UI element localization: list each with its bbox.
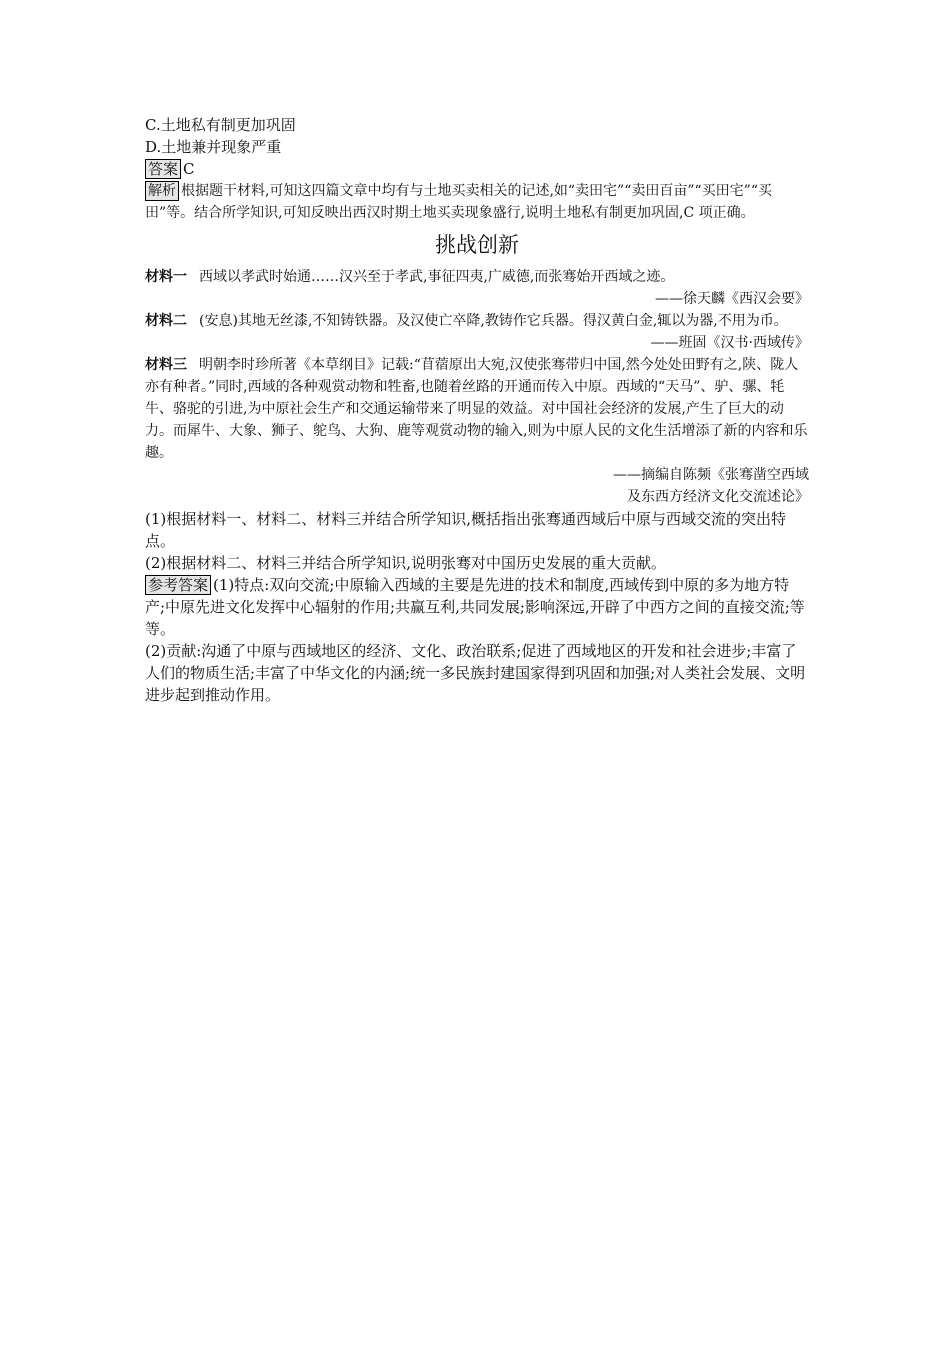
- material-1-text: 西域以孝武时始通……汉兴至于孝武,事征四夷,广威德,而张骞始开西域之迹。: [199, 269, 675, 285]
- material-3-label: 材料三: [145, 357, 187, 373]
- material-3-source-line2: 及东西方经济文化交流述论》: [627, 489, 809, 505]
- question-1: (1)根据材料一、材料二、材料三并结合所学知识,概括指出张骞通西域后中原与西域交流的突出特点。: [145, 510, 787, 550]
- reference-answer-label: 参考答案: [145, 575, 211, 595]
- option-c: C.土地私有制更加巩固: [145, 116, 296, 134]
- material-2: [145, 310, 809, 332]
- material-3: [145, 354, 809, 464]
- reference-answer-1: [145, 574, 809, 640]
- material-2-label: 材料二: [145, 313, 187, 329]
- section-title: 挑战创新: [435, 233, 519, 257]
- material-2-source: ——班固《汉书·西域传》: [650, 335, 809, 351]
- reference-answer-1-text: (1)特点:双向交流;中原输入西域的主要是先进的技术和制度,西域传到中原的多为地方特产;中原先进文化发挥中心辐射的作用;共赢互利,共同发展;影响深远,开辟了中西方之间的直接交流;等等。: [145, 576, 805, 638]
- analysis-label: 解析: [145, 181, 179, 201]
- material-2-text: (安息)其地无丝漆,不知铸铁器。及汉使亡卒降,教铸作它兵器。得汉黄白金,辄以为器,不用为币。: [199, 313, 788, 329]
- material-1-label: 材料一: [145, 269, 187, 285]
- option-d: D.土地兼并现象严重: [145, 138, 282, 156]
- material-3-text: 明朝李时珍所著《本草纲目》记载:“苜蓿原出大宛,汉使张骞带归中国,然今处处田野有之,陕、陇人亦有种者。”同时,西域的各种观赏动物和牲畜,也随着丝路的开通而传入中原。西域的“天马”、驴、骡、牦牛、骆驼的引进,为中原社会生产和交通运输带来了明显的效益。对中国社会经济的发展,产生了巨大的动力。而犀牛、大象、狮子、鸵鸟、大狗、鹿等观赏动物的输入,则为中原人民的文化生活增添了新的内容和乐趣。: [145, 357, 808, 461]
- analysis-text: 根据题干材料,可知这四篇文章中均有与土地买卖相关的记述,如“卖田宅”“卖田百亩”“买田宅”“买田”等。结合所学知识,可知反映出西汉时期土地买卖现象盛行,说明土地私有制更加巩固,C 项正确。: [145, 183, 772, 221]
- material-1: [145, 266, 809, 288]
- answer-label: 答案: [145, 159, 181, 179]
- analysis-paragraph: [145, 180, 809, 224]
- answer-line: [145, 158, 809, 180]
- material-1-source: ——徐天麟《西汉会要》: [655, 291, 809, 307]
- answer-value: C: [183, 160, 195, 178]
- question-2: (2)根据材料二、材料三并结合所学知识,说明张骞对中国历史发展的重大贡献。: [145, 554, 667, 572]
- page-content: [145, 114, 809, 706]
- reference-answer-2: (2)贡献:沟通了中原与西域地区的经济、文化、政治联系;促进了西域地区的开发和社会进步;丰富了人们的物质生活;丰富了中华文化的内涵;统一多民族封建国家得到巩固和加强;对人类社会发展、文明进步起到推动作用。: [145, 642, 806, 704]
- material-3-source-line1: ——摘编自陈频《张骞凿空西域: [613, 467, 809, 483]
